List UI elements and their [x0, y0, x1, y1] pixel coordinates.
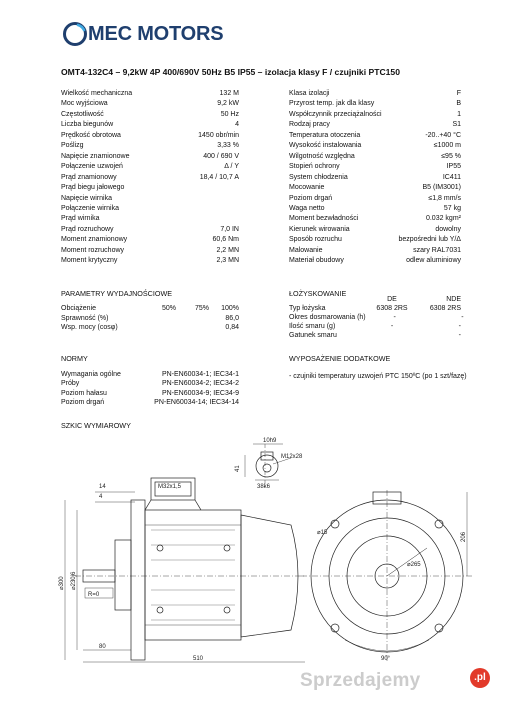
- spec-row: [289, 246, 461, 256]
- dim-15: ⌀15: [317, 530, 328, 536]
- dimensional-drawing: [55, 430, 475, 670]
- brand-name: MEC MOTORS: [88, 22, 224, 45]
- spec-row: [289, 152, 461, 162]
- bearings-row: [289, 295, 461, 304]
- efficiency-cell: 75%: [194, 305, 209, 312]
- bearings-cell: Gatunek smaru: [289, 332, 337, 339]
- watermark-badge: .pl: [470, 668, 490, 688]
- bearings-cell: 6308 2RS: [429, 305, 461, 312]
- bearings-cell: Okres dosmarowania (h): [289, 314, 366, 321]
- spec-row: [61, 173, 239, 183]
- spec-value: 50 Hz: [220, 110, 239, 118]
- efficiency-row: [61, 304, 239, 314]
- extras-heading: WYPOSAŻENIE DODATKOWE: [289, 354, 391, 363]
- extras-text: - czujniki temperatury uzwojeń PTC 150ºC (po 1 szt/fazę): [289, 373, 467, 380]
- dim-M12x28: M12x28: [281, 454, 303, 460]
- spec-label: Moment bezwładności: [289, 215, 359, 223]
- spec-value: IP55: [446, 163, 461, 171]
- motor-front-view: [301, 490, 473, 662]
- dim-90deg: 90°: [381, 656, 391, 662]
- efficiency-cell: [176, 323, 209, 333]
- efficiency-cell: 50%: [161, 305, 176, 312]
- spec-row: [61, 120, 239, 130]
- spec-row: [61, 152, 239, 162]
- spec-value: 132 M: [219, 90, 239, 97]
- spec-value: 18,4 / 10,7 A: [199, 173, 239, 181]
- bearings-cell: -: [393, 314, 396, 321]
- spec-value: IC411: [442, 173, 461, 181]
- dim-510: 510: [193, 656, 204, 662]
- norms-cell: Poziom drgań: [61, 399, 105, 407]
- spec-value: ≤1000 m: [433, 142, 461, 150]
- spec-label: Prąd rozruchowy: [61, 225, 114, 233]
- bearings-cell: DE: [387, 296, 397, 303]
- norms-row: [61, 398, 239, 407]
- spec-value: Δ / Y: [224, 163, 239, 171]
- spec-value: bezpośredni lub Y/Δ: [398, 236, 461, 244]
- bearings-cell: NDE: [446, 296, 461, 303]
- dim-R0: R=0: [88, 592, 100, 598]
- efficiency-cell: Sprawność (%): [61, 314, 109, 322]
- spec-value: 1: [457, 110, 461, 118]
- dim-10h9: 10h9: [263, 438, 277, 444]
- spec-row: [289, 214, 461, 224]
- spec-label: Poziom drgań: [289, 194, 333, 202]
- dim-300: ⌀300: [59, 576, 65, 590]
- spec-row: [289, 204, 461, 214]
- spec-table-right: [289, 89, 461, 267]
- spec-value: 7,0 IN: [220, 225, 239, 233]
- spec-value: 2,3 MN: [216, 257, 239, 265]
- spec-label: Prąd biegu jałowego: [61, 184, 125, 192]
- efficiency-cell: 0,84: [225, 324, 239, 331]
- spec-value: 2,2 MN: [216, 246, 239, 254]
- bearings-cell: 6308 2RS: [376, 305, 408, 312]
- spec-value: 400 / 690 V: [203, 152, 239, 160]
- watermark-text: Sprzedajemy: [300, 670, 421, 691]
- norms-row: [61, 379, 239, 388]
- spec-value: -20..+40 °C: [425, 131, 461, 139]
- spec-label: Waga netto: [289, 204, 325, 212]
- efficiency-cell: [176, 314, 209, 324]
- spec-row: [61, 225, 239, 235]
- spec-label: Wielkość mechaniczna: [61, 90, 133, 97]
- bearings-cell: Typ łożyska: [289, 305, 326, 312]
- bearings-table: [289, 295, 464, 340]
- spec-row: [61, 183, 239, 193]
- spec-row: [61, 256, 239, 266]
- spec-row: [289, 173, 461, 183]
- efficiency-row: [61, 314, 239, 324]
- spec-label: Połączenie wirnika: [61, 204, 119, 212]
- bearings-row: [289, 322, 461, 331]
- norms-cell: PN-EN60034-2; IEC34-2: [161, 380, 239, 388]
- spec-row: [289, 141, 461, 151]
- dim-14: 14: [99, 484, 106, 490]
- spec-row: [61, 99, 239, 109]
- dim-265: ⌀265: [407, 562, 421, 568]
- spec-label: System chłodzenia: [289, 173, 348, 181]
- spec-row: [289, 89, 461, 99]
- spec-label: Częstotliwość: [61, 110, 104, 118]
- spec-value: B5 (IM3001): [422, 184, 461, 192]
- bearings-cell: Ilość smaru (g): [289, 323, 336, 330]
- spec-label: Napięcie wirnika: [61, 194, 112, 202]
- spec-label: Mocowanie: [289, 184, 325, 192]
- norms-table: [61, 370, 239, 408]
- dim-38k6: 38k6: [257, 484, 271, 490]
- efficiency-cell: Obciążenie: [61, 305, 97, 312]
- norms-row: [61, 389, 239, 398]
- spec-label: Moment krytyczny: [61, 257, 118, 265]
- spec-label: Klasa izolacji: [289, 90, 330, 97]
- spec-value: 3,33 %: [217, 142, 239, 150]
- spec-row: [61, 214, 239, 224]
- spec-label: Współczynnik przeciążalności: [289, 110, 382, 118]
- spec-label: Liczba biegunów: [61, 121, 114, 129]
- efficiency-table: [61, 304, 239, 333]
- spec-value: ≤95 %: [441, 152, 461, 160]
- dim-4: 4: [99, 494, 103, 500]
- shaft-key-detail: [245, 444, 291, 488]
- spec-value: 1450 obr/min: [198, 131, 239, 139]
- spec-row: [61, 162, 239, 172]
- spec-label: Temperatura otoczenia: [289, 131, 361, 139]
- spec-value: dowolny: [435, 225, 461, 233]
- spec-label: Przyrost temp. jak dla klasy: [289, 100, 375, 108]
- spec-row: [289, 110, 461, 120]
- brand-logo: [61, 20, 223, 48]
- spec-label: Materiał obudowy: [289, 257, 344, 265]
- norms-cell: Wymagania ogólne: [61, 371, 121, 378]
- spec-value: 0.032 kgm²: [425, 215, 461, 223]
- spec-row: [289, 256, 461, 266]
- bearings-cell: [363, 331, 421, 340]
- norms-cell: PN-EN60034-9; IEC34-9: [161, 389, 239, 397]
- efficiency-cell: Wsp. mocy (cosφ): [61, 324, 118, 331]
- bearings-row: [289, 304, 461, 313]
- drawing-heading: SZKIC WYMIAROWY: [61, 421, 131, 430]
- spec-value: S1: [452, 121, 461, 129]
- spec-row: [61, 235, 239, 245]
- spec-row: [289, 235, 461, 245]
- spec-row: [289, 120, 461, 130]
- spec-label: Poślizg: [61, 142, 84, 150]
- spec-row: [61, 204, 239, 214]
- spec-row: [289, 225, 461, 235]
- spec-value: 60,6 Nm: [212, 236, 239, 244]
- spec-label: Sposób rozruchu: [289, 236, 342, 244]
- spec-value: ≤1,8 mm/s: [428, 194, 461, 202]
- efficiency-cell: [146, 314, 176, 324]
- norms-row: [61, 370, 239, 379]
- spec-row: [289, 183, 461, 193]
- spec-row: [61, 141, 239, 151]
- spec-value: 4: [235, 121, 239, 129]
- spec-value: 9,2 kW: [217, 100, 239, 108]
- spec-row: [61, 89, 239, 99]
- efficiency-heading: PARAMETRY WYDAJNOŚCIOWE: [61, 289, 173, 298]
- bearings-cell: -: [458, 323, 461, 330]
- spec-value: odlew aluminiowy: [406, 257, 461, 265]
- spec-label: Moment znamionowy: [61, 236, 128, 244]
- dim-80: 80: [99, 644, 106, 650]
- efficiency-cell: 86,0: [225, 314, 239, 322]
- spec-row: [289, 162, 461, 172]
- spec-label: Wilgotność względna: [289, 152, 355, 160]
- bearings-row: [289, 313, 464, 322]
- logo-ring-icon: [61, 20, 89, 48]
- spec-label: Moment rozruchowy: [61, 246, 125, 254]
- spec-label: Prąd wirnika: [61, 215, 100, 223]
- bearings-row: [289, 331, 461, 340]
- document-title: OMT4-132C4 – 9,2kW 4P 400/690V 50Hz B5 IP55 – izolacja klasy F / czujniki PTC150: [61, 67, 400, 77]
- spec-row: [289, 131, 461, 141]
- dim-41: 41: [235, 465, 241, 472]
- efficiency-cell: 100%: [221, 305, 239, 312]
- spec-label: Kierunek wirowania: [289, 225, 350, 233]
- spec-label: Połączenie uzwojeń: [61, 163, 123, 171]
- dim-206: 206: [461, 531, 467, 542]
- bearings-cell: -: [390, 323, 394, 330]
- spec-label: Stopień ochrony: [289, 163, 340, 171]
- spec-row: [61, 194, 239, 204]
- efficiency-cell: [146, 323, 176, 333]
- dim-M32x1.5: M32x1,5: [158, 484, 182, 490]
- spec-label: Malowanie: [289, 246, 323, 254]
- spec-value: B: [456, 100, 461, 108]
- spec-label: Wysokość instalowania: [289, 142, 362, 150]
- motor-side-view: [75, 478, 305, 660]
- norms-cell: PN-EN60034-1; IEC34-1: [161, 371, 239, 378]
- spec-table-left: [61, 89, 239, 267]
- bearings-cell: -: [461, 314, 464, 321]
- norms-cell: Poziom hałasu: [61, 389, 107, 397]
- spec-row: [61, 246, 239, 256]
- bearings-cell: -: [458, 332, 461, 339]
- spec-row: [61, 110, 239, 120]
- spec-value: 57 kg: [443, 204, 461, 212]
- norms-heading: NORMY: [61, 354, 88, 363]
- bearings-heading: ŁOŻYSKOWANIE: [289, 289, 347, 298]
- spec-value: F: [456, 90, 461, 97]
- efficiency-row: [61, 323, 239, 333]
- norms-cell: Próby: [61, 380, 80, 388]
- bearings-cell: [289, 295, 363, 304]
- spec-value: szary RAL7031: [413, 246, 461, 254]
- norms-cell: PN-EN60034-14; IEC34-14: [154, 399, 239, 407]
- spec-label: Moc wyjściowa: [61, 100, 108, 108]
- spec-row: [289, 99, 461, 109]
- spec-label: Prąd znamionowy: [61, 173, 117, 181]
- spec-label: Napięcie znamionowe: [61, 152, 130, 160]
- dim-230j6: ⌀230j6: [71, 571, 77, 590]
- spec-label: Prędkość obrotowa: [61, 131, 121, 139]
- spec-row: [61, 131, 239, 141]
- spec-label: Rodzaj pracy: [289, 121, 330, 129]
- spec-row: [289, 194, 461, 204]
